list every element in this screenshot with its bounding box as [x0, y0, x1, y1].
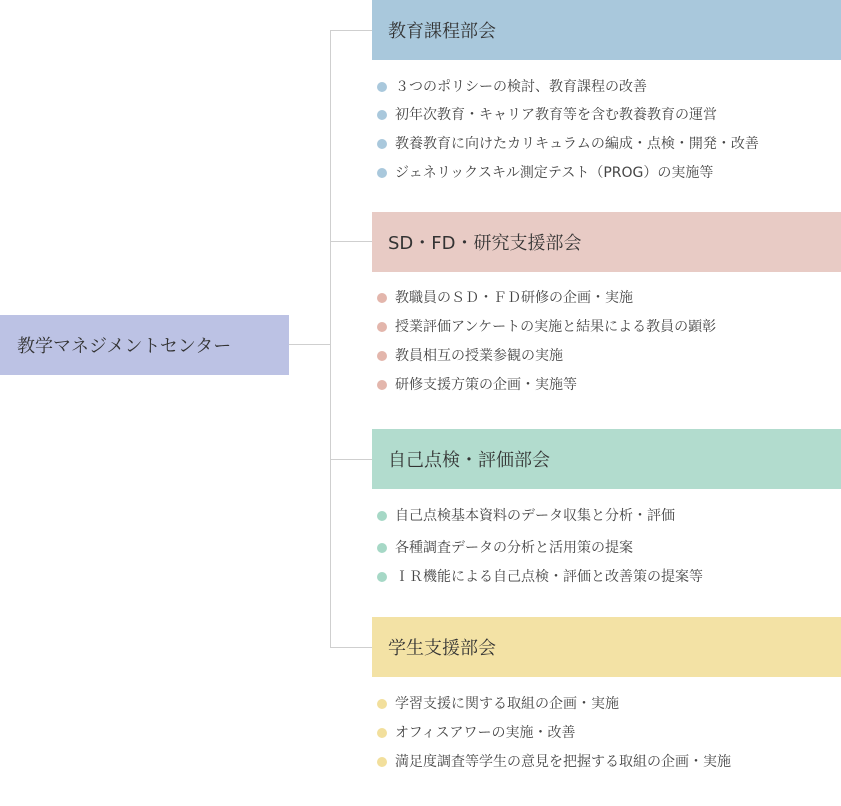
- dept-header-curriculum: [372, 0, 841, 60]
- trunk-line: [330, 30, 331, 648]
- branch-line-3: [330, 459, 372, 460]
- bullet-dot: [377, 293, 387, 303]
- list-item: 自己点検基本資料のデータ収集と分析・評価: [372, 506, 675, 526]
- list-item: 教員相互の授業参観の実施: [372, 346, 563, 366]
- bullet-dot: [377, 572, 387, 582]
- dept-title: 学生支援部会: [388, 638, 496, 659]
- list-item: 研修支援方策の企画・実施等: [372, 375, 577, 395]
- bullet-dot: [377, 322, 387, 332]
- bullet-dot: [377, 82, 387, 92]
- bullet-dot: [377, 699, 387, 709]
- list-item: 教職員のＳＤ・ＦＤ研修の企画・実施: [372, 288, 633, 308]
- bullet-dot: [377, 351, 387, 361]
- list-item: ＩＲ機能による自己点検・評価と改善策の提案等: [372, 567, 703, 587]
- dept-header-student-support: [372, 617, 841, 677]
- root-node: [0, 315, 289, 375]
- root-label: 教学マネジメントセンター: [17, 336, 232, 357]
- list-item: 初年次教育・キャリア教育等を含む教養教育の運営: [372, 105, 717, 125]
- list-item: 学習支援に関する取組の企画・実施: [372, 694, 619, 714]
- bullet-dot: [377, 757, 387, 767]
- list-item: ３つのポリシーの検討、教育課程の改善: [372, 77, 647, 97]
- root-connector: [289, 344, 330, 345]
- branch-line-2: [330, 241, 372, 242]
- bullet-dot: [377, 168, 387, 178]
- bullet-dot: [377, 380, 387, 390]
- dept-title: SD・FD・研究支援部会: [388, 233, 582, 254]
- bullet-dot: [377, 110, 387, 120]
- branch-line-4: [330, 647, 372, 648]
- list-item: 教養教育に向けたカリキュラムの編成・点検・開発・改善: [372, 134, 759, 154]
- dept-title: 自己点検・評価部会: [388, 450, 550, 471]
- list-item: ジェネリックスキル測定テスト（PROG）の実施等: [372, 163, 713, 183]
- list-item: 授業評価アンケートの実施と結果による教員の顕彰: [372, 317, 716, 337]
- bullet-dot: [377, 728, 387, 738]
- list-item: オフィスアワーの実施・改善: [372, 723, 575, 743]
- bullet-dot: [377, 511, 387, 521]
- dept-title: 教育課程部会: [388, 21, 496, 42]
- dept-header-self-evaluation: [372, 429, 841, 489]
- branch-line-1: [330, 30, 372, 31]
- list-item: 満足度調査等学生の意見を把握する取組の企画・実施: [372, 752, 731, 772]
- bullet-dot: [377, 139, 387, 149]
- dept-header-sdfd: [372, 212, 841, 272]
- bullet-dot: [377, 543, 387, 553]
- list-item: 各種調査データの分析と活用策の提案: [372, 538, 633, 558]
